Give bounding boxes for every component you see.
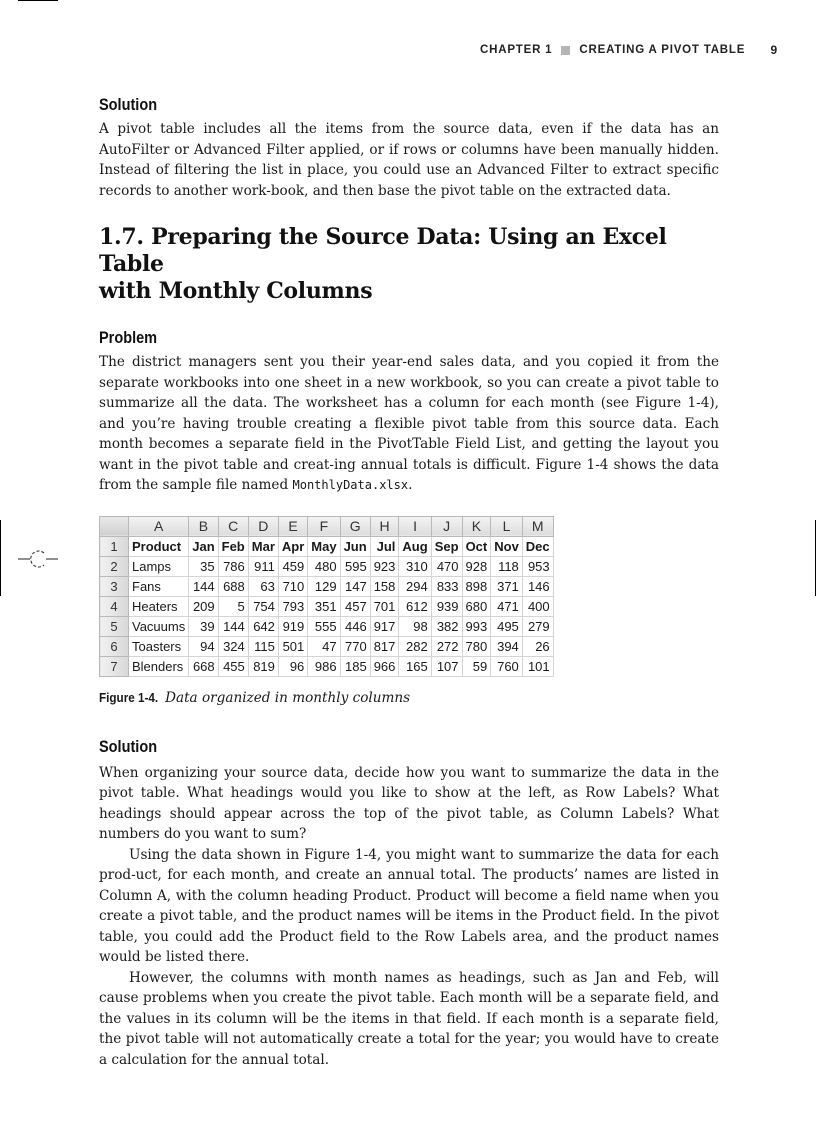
column-header-i[interactable]: I xyxy=(399,516,431,536)
value-cell[interactable]: 144 xyxy=(189,576,218,596)
row-header[interactable]: 4 xyxy=(100,596,129,616)
column-header-d[interactable]: D xyxy=(248,516,278,536)
sample-filename: MonthlyData.xlsx xyxy=(292,478,409,492)
header-cell[interactable]: Product xyxy=(129,536,189,556)
header-cell[interactable]: Oct xyxy=(462,536,491,556)
value-cell[interactable]: 26 xyxy=(522,636,553,656)
value-cell[interactable]: 107 xyxy=(431,656,462,676)
row-header[interactable]: 7 xyxy=(100,656,129,676)
value-cell[interactable]: 94 xyxy=(189,636,218,656)
product-cell[interactable]: Heaters xyxy=(129,596,189,616)
column-header-b[interactable]: B xyxy=(189,516,218,536)
value-cell[interactable]: 701 xyxy=(370,596,399,616)
column-header-g[interactable]: G xyxy=(340,516,370,536)
figure-caption xyxy=(99,690,719,706)
solution2-paragraph-3: However, the columns with month names as headings, such as Jan and Feb, will cause problems when you create the pivot table. Each month will be a separate field, and the values in its column will be the items in that field. If each month is a separate field, the pivot table will not automatically create a total for the year; you would have to create a calculation for the annual total. xyxy=(99,969,719,1068)
row-header[interactable]: 3 xyxy=(100,576,129,596)
header-cell[interactable]: Mar xyxy=(248,536,278,556)
header-cell[interactable]: Aug xyxy=(399,536,431,556)
crop-mark-left xyxy=(0,520,1,596)
table-row xyxy=(100,576,554,596)
column-header-k[interactable]: K xyxy=(462,516,491,536)
problem-paragraph xyxy=(99,352,719,496)
header-cell[interactable]: Dec xyxy=(522,536,553,556)
value-cell[interactable]: 786 xyxy=(218,556,248,576)
value-cell[interactable]: 780 xyxy=(462,636,491,656)
value-cell[interactable]: 272 xyxy=(431,636,462,656)
value-cell[interactable]: 917 xyxy=(370,616,399,636)
problem-tail: . xyxy=(408,477,413,493)
value-cell[interactable]: 668 xyxy=(189,656,218,676)
value-cell[interactable]: 5 xyxy=(218,596,248,616)
figure-caption-text: Data organized in monthly columns xyxy=(165,689,411,706)
value-cell[interactable]: 953 xyxy=(522,556,553,576)
value-cell[interactable]: 294 xyxy=(399,576,431,596)
value-cell[interactable]: 459 xyxy=(278,556,307,576)
row-header[interactable]: 6 xyxy=(100,636,129,656)
solution2-paragraph-1: When organizing your source data, decide how you want to summarize the data in the pivot table. What headings would you like to show at the left, as Row Labels? What headings should appear across the top of the pivot table, as Column Labels? What numbers do you want to sum? xyxy=(99,764,719,842)
header-cell[interactable]: Jan xyxy=(189,536,218,556)
value-cell[interactable]: 371 xyxy=(491,576,523,596)
value-cell[interactable]: 98 xyxy=(399,616,431,636)
value-cell[interactable]: 144 xyxy=(218,616,248,636)
value-cell[interactable]: 400 xyxy=(522,596,553,616)
value-cell[interactable]: 185 xyxy=(340,656,370,676)
running-head-chapter: CHAPTER 1 xyxy=(480,44,553,56)
section-title-line2: with Monthly Columns xyxy=(99,278,373,304)
column-header-m[interactable]: M xyxy=(522,516,553,536)
problem-text: The district managers sent you their year-end sales data, and you copied it from the separate workbooks into one sheet in a new workbook, so you can create a pivot table to summarize all the data. The worksheet has a column for each month (see Figure 1-4), and you’re having trouble creating a flexible pivot table from this source data. Each month becomes a separate field in the PivotTable Field List, and getting the layout you want in the pivot table and creat-ing annual totals is difficult. Figure 1-4 shows the data from the sample file named xyxy=(99,354,719,493)
header-cell[interactable]: Feb xyxy=(218,536,248,556)
value-cell[interactable]: 118 xyxy=(491,556,523,576)
value-cell[interactable]: 394 xyxy=(491,636,523,656)
header-cell[interactable]: Nov xyxy=(491,536,523,556)
section-title xyxy=(99,224,719,305)
value-cell[interactable]: 770 xyxy=(340,636,370,656)
value-cell[interactable]: 209 xyxy=(189,596,218,616)
value-cell[interactable]: 919 xyxy=(278,616,307,636)
value-cell[interactable]: 310 xyxy=(399,556,431,576)
section-title-line1: 1.7. Preparing the Source Data: Using an Excel Table xyxy=(99,224,667,277)
page-number: 9 xyxy=(770,43,778,57)
value-cell[interactable]: 939 xyxy=(431,596,462,616)
column-header-c[interactable]: C xyxy=(218,516,248,536)
running-head xyxy=(480,43,778,57)
value-cell[interactable]: 279 xyxy=(522,616,553,636)
value-cell[interactable]: 793 xyxy=(278,596,307,616)
product-cell[interactable]: Lamps xyxy=(129,556,189,576)
value-cell[interactable]: 446 xyxy=(340,616,370,636)
select-all-corner[interactable] xyxy=(100,516,129,536)
column-header-j[interactable]: J xyxy=(431,516,462,536)
value-cell[interactable]: 595 xyxy=(340,556,370,576)
value-cell[interactable]: 63 xyxy=(248,576,278,596)
solution2-paragraph-2: Using the data shown in Figure 1-4, you might want to summarize the data for each prod-uct, for each month, and create an annual total. The products’ names are listed in Column A, with the column heading Product. Product will become a field name when you create a pivot table, and the product names will be items in the Product field. In the pivot table, you could add the Product field to the Row Labels area, and the product names would be listed there. xyxy=(99,846,719,965)
value-cell[interactable]: 382 xyxy=(431,616,462,636)
header-cell[interactable]: May xyxy=(308,536,340,556)
value-cell[interactable]: 101 xyxy=(522,656,553,676)
value-cell[interactable]: 165 xyxy=(399,656,431,676)
table-row xyxy=(100,596,554,616)
value-cell[interactable]: 923 xyxy=(370,556,399,576)
row-header[interactable]: 5 xyxy=(100,616,129,636)
value-cell[interactable]: 928 xyxy=(462,556,491,576)
value-cell[interactable]: 351 xyxy=(308,596,340,616)
column-header-l[interactable]: L xyxy=(491,516,523,536)
row-header[interactable]: 2 xyxy=(100,556,129,576)
product-cell[interactable]: Fans xyxy=(129,576,189,596)
running-head-title: CREATING A PIVOT TABLE xyxy=(579,44,746,56)
header-cell[interactable]: Apr xyxy=(278,536,307,556)
running-head-separator-icon xyxy=(561,46,570,55)
figure-1-4 xyxy=(99,516,719,677)
row-header[interactable]: 1 xyxy=(100,536,129,556)
value-cell[interactable]: 471 xyxy=(491,596,523,616)
figure-caption-label: Figure 1-4. xyxy=(99,689,159,705)
value-cell[interactable]: 817 xyxy=(370,636,399,656)
spreadsheet-table xyxy=(99,516,554,677)
value-cell[interactable]: 986 xyxy=(308,656,340,676)
table-row xyxy=(100,636,554,656)
header-cell[interactable]: Jun xyxy=(340,536,370,556)
column-header-h[interactable]: H xyxy=(370,516,399,536)
value-cell[interactable]: 833 xyxy=(431,576,462,596)
value-cell[interactable]: 455 xyxy=(218,656,248,676)
column-header-a[interactable]: A xyxy=(129,516,189,536)
solution2-heading: Solution xyxy=(99,737,158,756)
header-cell[interactable]: Jul xyxy=(370,536,399,556)
crop-mark-top-left xyxy=(18,0,58,1)
value-cell[interactable]: 760 xyxy=(491,656,523,676)
value-cell[interactable]: 146 xyxy=(522,576,553,596)
value-cell[interactable]: 911 xyxy=(248,556,278,576)
value-cell[interactable]: 59 xyxy=(462,656,491,676)
product-cell[interactable]: Blenders xyxy=(129,656,189,676)
solution-paragraph: A pivot table includes all the items from the source data, even if the data has an AutoFilter or Advanced Filter applied, or if rows or columns have been manually hidden. Instead of filtering the list in place, you could use an Advanced Filter to extract specific records to another work-book, and then base the pivot table on the extracted data. xyxy=(99,121,719,199)
value-cell[interactable]: 158 xyxy=(370,576,399,596)
product-cell[interactable]: Vacuums xyxy=(129,616,189,636)
product-cell[interactable]: Toasters xyxy=(129,636,189,656)
value-cell[interactable]: 710 xyxy=(278,576,307,596)
value-cell[interactable]: 39 xyxy=(189,616,218,636)
registration-mark-icon xyxy=(18,548,58,570)
value-cell[interactable]: 324 xyxy=(218,636,248,656)
value-cell[interactable]: 555 xyxy=(308,616,340,636)
value-cell[interactable]: 898 xyxy=(462,576,491,596)
value-cell[interactable]: 457 xyxy=(340,596,370,616)
value-cell[interactable]: 115 xyxy=(248,636,278,656)
problem-heading: Problem xyxy=(99,329,158,347)
value-cell[interactable]: 470 xyxy=(431,556,462,576)
header-cell[interactable]: Sep xyxy=(431,536,462,556)
value-cell[interactable]: 754 xyxy=(248,596,278,616)
solution-heading: Solution xyxy=(99,96,158,114)
value-cell[interactable]: 819 xyxy=(248,656,278,676)
value-cell[interactable]: 129 xyxy=(308,576,340,596)
column-letter-row xyxy=(100,516,554,536)
value-cell[interactable]: 47 xyxy=(308,636,340,656)
value-cell[interactable]: 35 xyxy=(189,556,218,576)
table-row xyxy=(100,556,554,576)
value-cell[interactable]: 612 xyxy=(399,596,431,616)
table-row xyxy=(100,656,554,676)
value-cell[interactable]: 642 xyxy=(248,616,278,636)
table-row xyxy=(100,616,554,636)
value-cell[interactable]: 495 xyxy=(491,616,523,636)
value-cell[interactable]: 966 xyxy=(370,656,399,676)
value-cell[interactable]: 501 xyxy=(278,636,307,656)
value-cell[interactable]: 282 xyxy=(399,636,431,656)
value-cell[interactable]: 680 xyxy=(462,596,491,616)
table-row xyxy=(100,536,554,556)
value-cell[interactable]: 147 xyxy=(340,576,370,596)
value-cell[interactable]: 96 xyxy=(278,656,307,676)
value-cell[interactable]: 993 xyxy=(462,616,491,636)
value-cell[interactable]: 688 xyxy=(218,576,248,596)
value-cell[interactable]: 480 xyxy=(308,556,340,576)
page-content xyxy=(99,96,719,1070)
column-header-f[interactable]: F xyxy=(308,516,340,536)
column-header-e[interactable]: E xyxy=(278,516,307,536)
